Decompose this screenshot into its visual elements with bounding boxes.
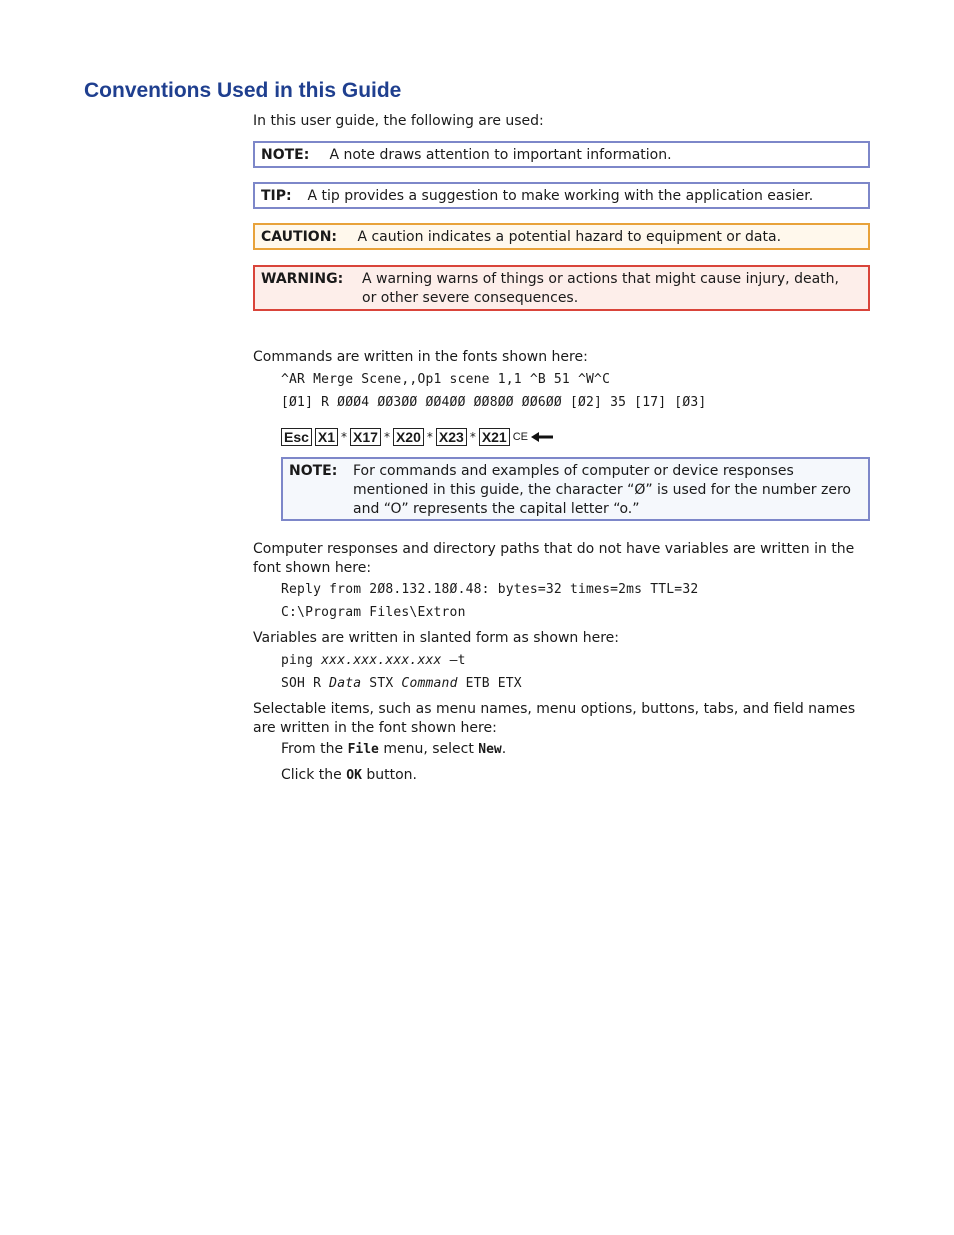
caution-text: A caution indicates a potential hazard to equipment or data. bbox=[357, 229, 782, 245]
variable-text: Command bbox=[401, 676, 458, 691]
code-text: ping bbox=[281, 653, 322, 668]
key-x20: X20 bbox=[393, 428, 424, 446]
command-example-2: [Ø1] R ØØØ4 ØØ3ØØ ØØ4ØØ ØØ8ØØ ØØ6ØØ [Ø2] 35 [17] [Ø3] bbox=[281, 395, 707, 410]
asterisk: * bbox=[469, 430, 476, 444]
caution-label: CAUTION: bbox=[261, 229, 338, 245]
path-example: C:\Program Files\Extron bbox=[281, 605, 466, 620]
caution-box bbox=[253, 223, 870, 250]
variable-example-2 bbox=[281, 676, 522, 691]
file-menu-name: File bbox=[347, 742, 379, 757]
variable-example-1 bbox=[281, 653, 466, 668]
asterisk: * bbox=[426, 430, 433, 444]
plain-text: From the bbox=[281, 741, 348, 757]
intro-text: In this user guide, the following are used: bbox=[253, 113, 544, 129]
tip-text: A tip provides a suggestion to make working with the application easier. bbox=[307, 188, 814, 204]
warning-label: WARNING: bbox=[261, 271, 344, 287]
response-example: Reply from 2Ø8.132.18Ø.48: bytes=32 times=2ms TTL=32 bbox=[281, 582, 699, 597]
key-x21: X21 bbox=[479, 428, 510, 446]
selectable-example-2 bbox=[281, 767, 417, 783]
code-text: ETB ETX bbox=[457, 676, 522, 691]
warning-box bbox=[253, 265, 870, 311]
warning-text: A warning warns of things or actions that might cause injury, death, or other severe consequences. bbox=[362, 271, 839, 306]
zero-note-box bbox=[281, 457, 870, 521]
key-x17: X17 bbox=[350, 428, 381, 446]
command-example-1: ^AR Merge Scene,,Op1 scene 1,1 ^B 51 ^W^C bbox=[281, 372, 611, 387]
page-title: Conventions Used in this Guide bbox=[84, 79, 402, 102]
responses-intro: Computer responses and directory paths that do not have variables are written in the font shown here: bbox=[253, 541, 855, 576]
key-esc: Esc bbox=[281, 428, 312, 446]
plain-text: button. bbox=[361, 767, 417, 783]
selectable-example-1 bbox=[281, 741, 506, 757]
ok-button-name: OK bbox=[346, 768, 362, 783]
key-x1: X1 bbox=[315, 428, 338, 446]
selectable-intro: Selectable items, such as menu names, menu options, buttons, tabs, and field names are written in the font shown here: bbox=[253, 701, 856, 736]
tip-label: TIP: bbox=[261, 188, 292, 204]
asterisk: * bbox=[341, 430, 348, 444]
variable-text: Data bbox=[329, 676, 362, 691]
plain-text: . bbox=[501, 741, 507, 757]
plain-text: Click the bbox=[281, 767, 347, 783]
new-menu-option: New bbox=[478, 742, 502, 757]
asterisk: * bbox=[383, 430, 390, 444]
note-box bbox=[253, 141, 870, 168]
code-text: STX bbox=[361, 676, 402, 691]
plain-text: menu, select bbox=[378, 741, 479, 757]
ce-label: CE bbox=[512, 431, 529, 443]
enter-arrow-icon bbox=[530, 431, 554, 443]
variables-intro: Variables are written in slanted form as shown here: bbox=[253, 630, 620, 646]
tip-box bbox=[253, 182, 870, 209]
zero-note-text: For commands and examples of computer or device responses mentioned in this guide, the character “Ø” is used for the number zero and “O” represents the capital letter “o.” bbox=[353, 463, 851, 517]
code-text: —t bbox=[441, 653, 466, 668]
note-text: A note draws attention to important information. bbox=[329, 147, 672, 163]
commands-intro: Commands are written in the fonts shown here: bbox=[253, 349, 588, 365]
key-x23: X23 bbox=[436, 428, 467, 446]
variable-text: xxx.xxx.xxx.xxx bbox=[321, 653, 442, 668]
code-text: SOH R bbox=[281, 676, 330, 691]
zero-note-label: NOTE: bbox=[289, 463, 338, 479]
key-sequence bbox=[281, 428, 554, 446]
note-label: NOTE: bbox=[261, 147, 310, 163]
